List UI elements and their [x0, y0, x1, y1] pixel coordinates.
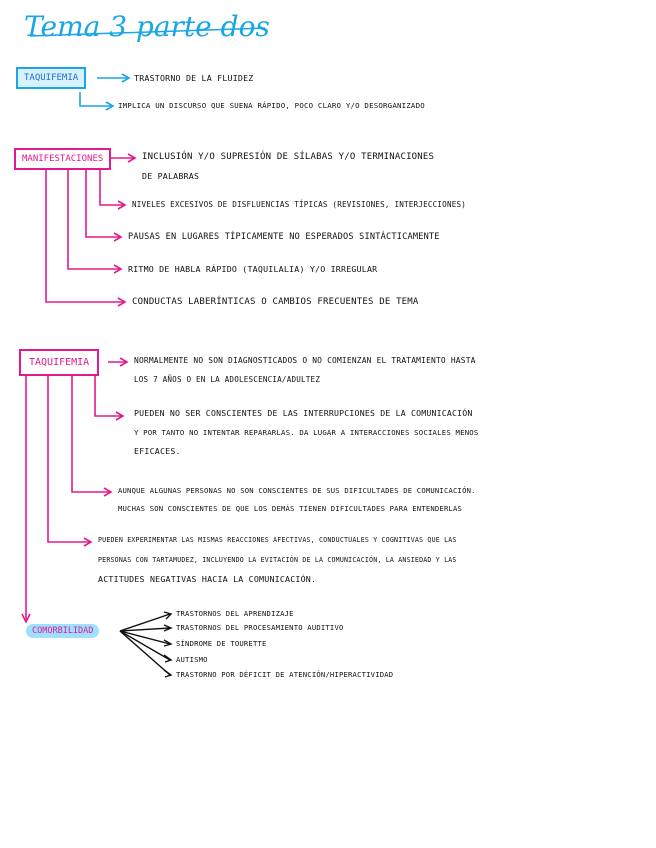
comorbilidad-item-5: TRASTORNO POR DÉFICIT DE ATENCIÓN/HIPERACTIVIDAD — [176, 670, 394, 679]
taquifemia-box: TAQUIFEMIA — [16, 67, 86, 89]
taquifemia-description: IMPLICA UN DISCURSO QUE SUENA RÁPIDO, POCO CLARO Y/O DESORGANIZADO — [118, 101, 425, 110]
comorbilidad-label: COMORBILIDAD — [26, 624, 99, 638]
taquifemia-definition: TRASTORNO DE LA FLUIDEZ — [134, 73, 254, 83]
comorbilidad-arrows — [120, 612, 171, 677]
nota-2c: EFICACES. — [134, 446, 181, 456]
nota-4a: PUEDEN EXPERIMENTAR LAS MISMAS REACCIONES AFECTIVAS, CONDUCTUALES Y COGNITIVAS QUE LAS — [98, 536, 457, 544]
nota-2b: Y POR TANTO NO INTENTAR REPARARLAS. DA LUGAR A INTERACCIONES SOCIALES MENOS — [134, 428, 479, 437]
manifestacion-2: NIVELES EXCESIVOS DE DISFLUENCIAS TÍPICAS (REVISIONES, INTERJECCIONES) — [132, 200, 467, 209]
manifestacion-1b: DE PALABRAS — [142, 171, 200, 181]
comorbilidad-item-1: TRASTORNOS DEL APRENDIZAJE — [176, 609, 294, 618]
manifestaciones-arrows — [46, 154, 135, 306]
manifestaciones-box: MANIFESTACIONES — [14, 148, 111, 170]
nota-2a: PUEDEN NO SER CONSCIENTES DE LAS INTERRUPCIONES DE LA COMUNICACIÓN — [134, 408, 473, 418]
manifestacion-1: INCLUSIÓN Y/O SUPRESIÓN DE SÍLABAS Y/O TERMINACIONES — [142, 152, 435, 162]
comorbilidad-item-4: AUTISMO — [176, 655, 208, 664]
page-title: Tema 3 parte dos — [24, 10, 270, 43]
nota-4c: ACTITUDES NEGATIVAS HACIA LA COMUNICACIÓN. — [98, 574, 317, 584]
nota-3a: AUNQUE ALGUNAS PERSONAS NO SON CONSCIENTES DE SUS DIFICULTADES DE COMUNICACIÓN. — [118, 486, 476, 495]
manifestacion-5: CONDUCTAS LABERÍNTICAS O CAMBIOS FRECUENTES DE TEMA — [132, 297, 419, 307]
comorbilidad-item-2: TRASTORNOS DEL PROCESAMIENTO AUDITIVO — [176, 623, 344, 632]
nota-1a: NORMALMENTE NO SON DIAGNOSTICADOS O NO COMIENZAN EL TRATAMIENTO HASTA — [134, 356, 476, 365]
nota-1b: LOS 7 AÑOS O EN LA ADOLESCENCIA/ADULTEZ — [134, 375, 321, 384]
nota-4b: PERSONAS CON TARTAMUDEZ, INCLUYENDO LA EVITACIÓN DE LA COMUNICACIÓN, LA ANSIEDAD Y LAS — [98, 556, 457, 564]
comorbilidad-item-3: SÍNDROME DE TOURETTE — [176, 639, 267, 648]
manifestacion-3: PAUSAS EN LUGARES TÍPICAMENTE NO ESPERADOS SINTÁCTICAMENTE — [128, 232, 440, 242]
nota-3b: MUCHAS SON CONSCIENTES DE QUE LOS DEMÁS TIENEN DIFICULTADES PARA ENTENDERLAS — [118, 504, 463, 513]
manifestacion-4: RITMO DE HABLA RÁPIDO (TAQUILALIA) Y/O IRREGULAR — [128, 264, 378, 274]
taquifemia-box-2: TAQUIFEMIA — [19, 349, 99, 376]
